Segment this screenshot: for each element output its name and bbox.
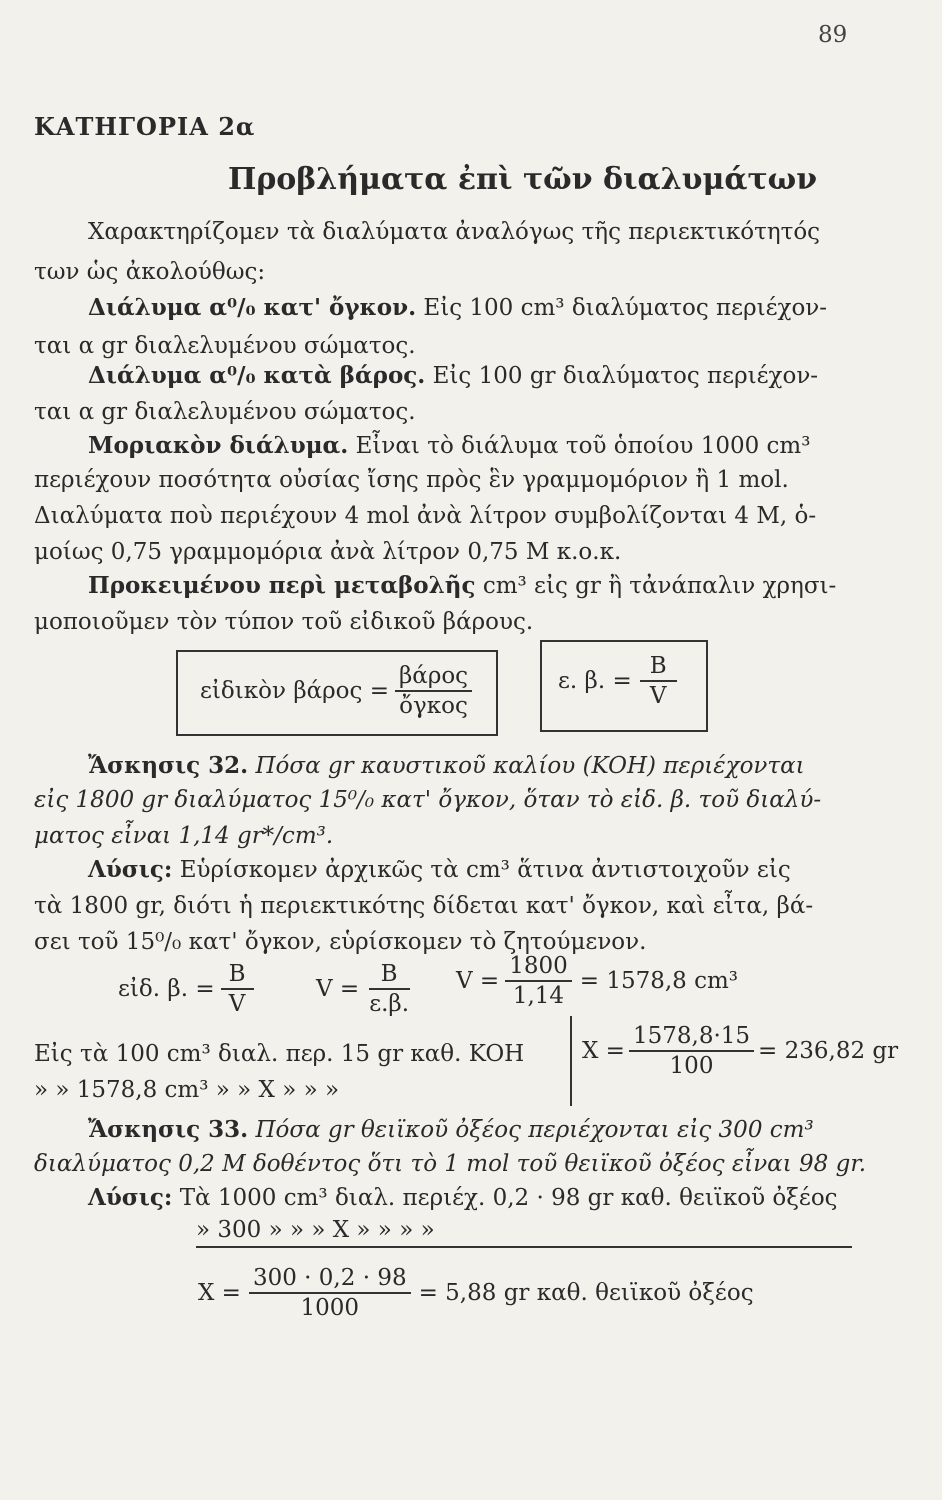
formula-numerator: 1800 [505,952,572,982]
formula-numerator: B [369,960,410,990]
definition-term: Διάλυμα α⁰/₀ κατὰ βάρος. [88,362,426,389]
formula-lhs: X = [582,1038,625,1064]
page-title: Προβλήματα ἐπὶ τῶν διαλυμάτων [228,162,818,197]
formula-32-density [118,960,254,1018]
proportion-divider [570,1016,572,1106]
definition-term: Μοριακὸν διάλυμα. [88,432,349,459]
formula-fraction [365,960,413,1018]
formula-numerator: 1578,8·15 [629,1022,754,1052]
definition-molar-l4: μοίως 0,75 γραμμομόρια ἀνὰ λίτρον 0,75 M κ.ο.κ. [34,539,622,565]
formula-numerator: B [221,960,254,990]
definition-by-volume-cont: ται α gr διαλελυμένου σώματος. [34,333,416,359]
formula-lhs: ε. β. = [558,668,632,694]
solution-32 [88,856,791,884]
definition-molar-l2: περιέχουν ποσότητα οὐσίας ἴσης πρὸς ἓν γραμμομόριον ἢ 1 mol. [34,467,789,493]
formula-32-result [582,1022,898,1080]
formula-lhs: V = [456,968,500,994]
formula-32-volume [316,960,413,1018]
solution-32-l2: τὰ 1800 gr, διότι ἡ περιεκτικότης δίδεται κατ' ὄγκον, καὶ εἶτα, βά- [34,893,814,919]
formula-lhs: εἰδ. β. = [118,976,215,1002]
category-heading: ΚΑΤΗΓΟΡΙΑ 2α [34,112,256,141]
solution-33 [88,1184,838,1212]
formula-rhs: = 236,82 gr [758,1038,899,1064]
formula-denominator: ε.β. [369,991,410,1017]
formula-density [200,662,472,720]
formula-numerator: B [640,652,677,682]
exercise-32 [88,752,805,780]
formula-denominator: 1,14 [512,983,565,1009]
formula-numerator: βάρος [395,662,472,692]
solution-32-l3: σει τοῦ 15⁰/₀ κατ' ὄγκον, εὑρίσκομεν τὸ ζητούμενον. [34,929,647,955]
definition-conversion [88,572,836,600]
formula-numerator: 300 · 0,2 · 98 [249,1264,411,1294]
formula-denominator: V [228,991,246,1017]
exercise-label: Ἄσκησις 33. [88,1116,249,1143]
page-number: 89 [818,22,848,48]
definition-text: cm³ εἰς gr ἢ τἀνάπαλιν χρησι- [482,573,837,599]
exercise-label: Ἄσκησις 32. [88,752,249,779]
formula-fraction [221,960,254,1018]
formula-lhs: εἰδικὸν βάρος = [200,678,389,704]
exercise-32-q2: εἰς 1800 gr διαλύματος 15⁰/₀ κατ' ὄγκον, ὅταν τὸ εἰδ. β. τοῦ διαλύ- [34,787,822,813]
formula-denominator: 100 [669,1053,714,1079]
definition-conversion-cont: μοποιοῦμεν τὸν τύπον τοῦ εἰδικοῦ βάρους. [34,609,534,635]
formula-fraction [395,662,472,720]
definition-by-volume [88,294,827,322]
formula-fraction [249,1264,411,1322]
formula-fraction [640,652,677,710]
intro-line-2: των ὡς ἀκολούθως: [34,259,266,285]
definition-molar-l3: Διαλύματα ποὺ περιέχουν 4 mol ἀνὰ λίτρον συμβολίζονται 4 M, ὁ- [34,503,817,529]
proportion-row-1: Εἰς τὰ 100 cm³ διαλ. περ. 15 gr καθ. KOH [34,1041,525,1067]
formula-denominator: ὄγκος [399,693,468,719]
proportion-rule [196,1246,852,1248]
definition-term: Προκειμένου περὶ μεταβολῆς [88,572,476,599]
definition-text: Εἰς 100 cm³ διαλύματος περιέχον- [423,295,828,321]
formula-fraction [629,1022,754,1080]
formula-33-result [198,1264,754,1322]
formula-fraction [505,952,572,1010]
definition-molar [88,432,810,460]
solution-text: Τὰ 1000 cm³ διαλ. περιέχ. 0,2 · 98 gr καθ. θειϊκοῦ ὀξέος [179,1185,838,1211]
intro-line-1: Χαρακτηρίζομεν τὰ διαλύματα ἀναλόγως τῆς περιεκτικότητός [88,219,821,245]
exercise-33 [88,1116,814,1144]
exercise-33-q2: διαλύματος 0,2 M δοθέντος ὅτι τὸ 1 mol τοῦ θειϊκοῦ ὀξέος εἶναι 98 gr. [34,1151,867,1177]
exercise-question: Πόσα gr καυστικοῦ καλίου (KOH) περιέχονται [255,753,805,779]
definition-text: Εἶναι τὸ διάλυμα τοῦ ὁποίου 1000 cm³ [355,433,811,459]
formula-rhs: = 1578,8 cm³ [579,968,739,994]
solution-text: Εὑρίσκομεν ἀρχικῶς τὰ cm³ ἅτινα ἀντιστοιχοῦν εἰς [179,857,791,883]
solution-label: Λύσις: [88,856,173,883]
formula-short [558,652,677,710]
definition-by-weight-cont: ται α gr διαλελυμένου σώματος. [34,399,416,425]
definition-term: Διάλυμα α⁰/₀ κατ' ὄγκον. [88,294,417,321]
formula-32-volume-value [456,952,738,1010]
definition-text: Εἰς 100 gr διαλύματος περιέχον- [432,363,819,389]
formula-rhs: = 5,88 gr καθ. θειϊκοῦ ὀξέος [418,1280,754,1306]
formula-lhs: V = [316,976,360,1002]
exercise-32-q3: ματος εἶναι 1,14 gr*/cm³. [34,823,334,849]
solution-label: Λύσις: [88,1184,173,1211]
solution-33-row-2: » 300 » » » X » » » » [196,1217,435,1243]
definition-by-weight [88,362,818,390]
formula-denominator: V [649,683,667,709]
exercise-question: Πόσα gr θειϊκοῦ ὀξέος περιέχονται εἰς 300 cm³ [255,1117,814,1143]
proportion-row-2: » » 1578,8 cm³ » » X » » » [34,1077,340,1103]
formula-lhs: X = [198,1280,241,1306]
formula-denominator: 1000 [300,1295,360,1321]
